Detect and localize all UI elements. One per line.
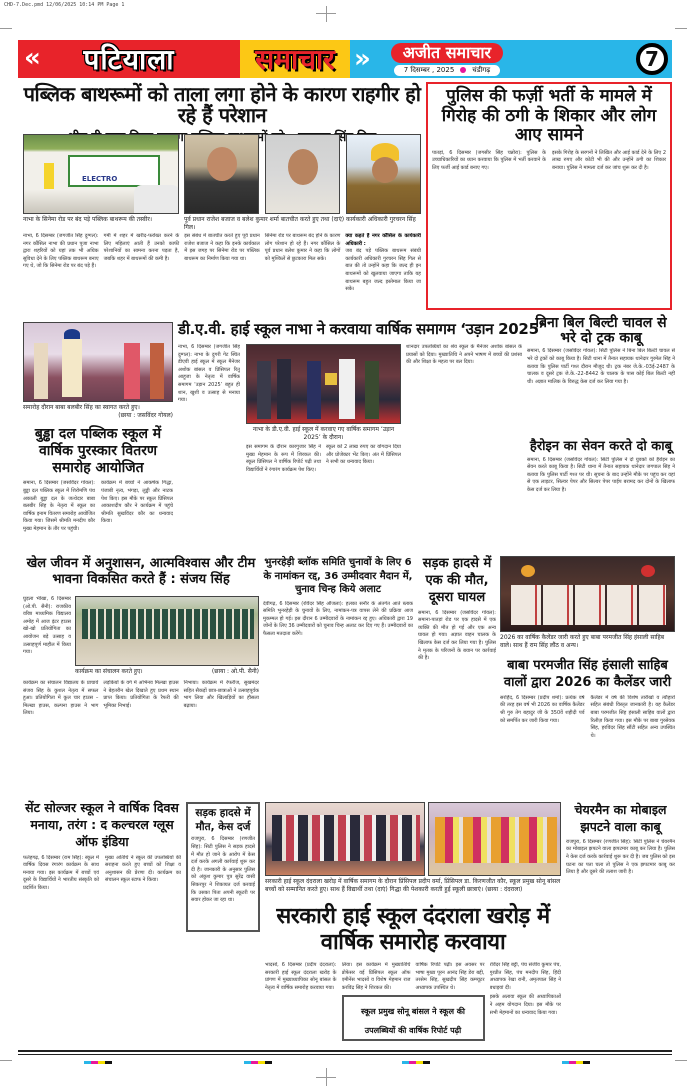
paper-name: अजीत समाचार	[391, 43, 503, 63]
photo-credit: (छाया : जसविंदर गोयल)	[118, 411, 173, 419]
print-slug: CHD-7.Dec.pmd 12/06/2025 10:14 PM Page 1	[4, 2, 125, 8]
photo-giddha-performance	[428, 802, 561, 876]
body-text: नाभा, 6 दिसम्बर (जगजीत सिंह दुग्गल): नाभा के दुगरी गेट स्थित डीएवी हाई स्कूल में स्कूल मैनेजर अशोक बांसल व प्रिंसिपल रितु आहूजा के नेतृत्व में वार्षिक समागम ‘उड़ान 2025’ बहुत ही शान, खुशी व उत्साह से मनाया गया।	[178, 344, 240, 404]
body-text: जब बंद पड़े पब्लिक बाथरूम संबंधी कार्यकारी अधिकारी गुरचरन सिंह गिल से बात की तो उन्होंने कहा कि जल्द ही इन बाथरूमों को खुलवाया जाएगा ताकि यह बाथरूम बहुत जल्द इस्तेमाल किया जा सके।	[345, 248, 421, 293]
subheadline: सिंह	[334, 129, 353, 144]
headline: भुनरहेड़ी ब्लॉक समिति चुनावों के लिए 6 के नामांकन रद्द, 36 उम्मीदवार मैदान में, चुनाव चिन्ह किये अलाट	[263, 557, 413, 595]
pullquote: स्कूल प्रमुख सोनू बांसल ने स्कूल की उपलब्धियों की वार्षिक रिपोर्ट पढ़ी	[361, 1007, 465, 1036]
headline: पब्लिक बाथरूमों को ताला लगा होने के कारण राहगीर हो रहे हैं परेशान	[23, 82, 421, 127]
story-body	[23, 855, 181, 1055]
section-title-part1: पटियाला	[83, 43, 175, 76]
body-text: रविंदर सिंह बट्टी, पंच संजीव कुमार पंच, गुरप्रीत सिंह, पंच मनदीप सिंह, हिंदी अध्यापक रेखा रानी, अमृतपाल सिंह ने बधाइयां दीं।	[489, 962, 561, 991]
story-body	[23, 233, 421, 315]
body-text: इस समागम के दौरान कारगुजार सिंह ने मुख्य मेहमान के रूप में शिरकत की। स्कूल प्रिंसिपल ने वार्षिक रिपोर्ट पढ़ी तथा विद्यार्थियों ने रंगारंग कार्यक्रम पेश किए।	[246, 444, 321, 473]
section-title-part2: समाचार	[255, 43, 335, 76]
body-text: कैलेंडर में वर्ष की विशेष तारीखों व त्यौहारों सहित संबंधी विस्तृत जानकारी है। यह कैलेंडर बाबा परमजीत सिंह हंसाली साहिब वालों द्वारा रिलीज़ किया गया। इस मौके पर बाबा गुरसेवक सिंह, हरविंदर सिंह सौंटी सहित अन्य उपस्थित थे।	[590, 694, 675, 739]
photo-caption: नाभा के डी.ए.वी. हाई स्कूल में करवाए गए वार्षिक समागम ‘उड़ान 2025’ के दौरान।	[252, 426, 395, 441]
body-text: इसके गिरोह के सरगनों ने लिखित और आई कार्ड देने के लिए 2 लाख रुपए और कोटी भी की और उन्होंने ठगी का शिकार बनाया। पुलिस ने मामला दर्ज कर जांच शुरू कर दी है।	[552, 149, 666, 171]
body-text: कार्यक्रम में बच्चों ने आकर्षक गिद्धा, पंजाबी नृत्य, भंगड़ा, लुड्डी और नाटक पेश किए। इस मौके पर स्कूल प्रिंसिपल आकाशदीप कौर ने कार्यक्रम में पहुंचे श्रीमति सुखविंदर कौर का धन्यवाद किया।	[101, 480, 173, 525]
photo-credit: (छाया : ओ.पी. सैनी)	[211, 668, 259, 675]
story-mobile-snatcher	[566, 802, 675, 1039]
masthead-section-blue	[350, 40, 672, 78]
headline: हैरोइन का सेवन करते दो काबू	[529, 439, 673, 454]
color-registration-bar	[402, 1061, 430, 1064]
body-text: शानदार उपलब्धियों का श्रेय स्कूल के मैनेजर अशोक बांसल के प्रयासों को दिया। मुख्यातिथि ने अपने भाषण में बच्चों की प्रशंसा की और शिक्षा के महत्व पर बल दिया।	[406, 344, 522, 366]
story-body	[23, 596, 71, 672]
story-heroin	[527, 440, 675, 541]
crop-mark	[0, 28, 12, 29]
body-text: लिया। इस कार्यक्रम में मुख्यातिथि प्रोफेसर वई प्रिंसिपल स्कूल ऑफ एमीनेंस भादसों व विशेष मेहमान राज करविंद्र सिंह ने शिरकत की।	[341, 962, 411, 991]
masthead-section-yellow	[240, 40, 350, 78]
photo-kho-kho-students	[75, 596, 259, 666]
body-text: राजपुरा, 6 दिसम्बर (रणजीत सिंह): सिटी पुलिस ने सड़क हादसे में मौत हो जाने के आरोप में केस दर्ज करके अगली कार्रवाई शुरू कर दी है। जानकारी के अनुसार पुलिस को अंकुश कुमार पुत्र सुरेंद्र वासी सिकरपुर ने शिकायत दर्ज करवाई कि उसका पिता अपनी स्कूटरी पर सवार होकर जा रहा था।	[191, 836, 255, 904]
issue-city: चंडीगढ़	[472, 65, 491, 74]
body-text: समाना, 6 दिसम्बर (जसविंदर गोयल): बुड्ढा दल पब्लिक स्कूल में शिरोमणि पंथ अकाली बुड्ढा दल के जत्थेदार बाबा बलबीर सिंह के नेतृत्व में स्कूल का वार्षिक इनाम वितरण समारोह आयोजित किया गया। जिसमें श्रीमति मनदीप कौर मुख्य मेहमान के तौर पर पहुंची।	[23, 480, 95, 532]
photo-caption: पूर्व प्रधान राजेश बजाज व बलेश कुमार शर्मा बातचीत करते हुए तथा (दाएं) कार्यकारी अधिकारी गुरचरन सिंह गिल।	[184, 216, 416, 231]
body-text: सिनेमा रोड पर बाथरूम बंद होने के कारण लोग परेशान हो रहे हैं। नगर कौंसिल के पूर्व प्रधान बलेश कुमार ने कहा कि लोगों को मुश्किलें से छुटकारा मिल सके।	[264, 233, 341, 262]
body-text: समाना, 6 दिसम्बर (जसविंदर गोयल): सिटी पुलिस ने बिना बिल बिल्टी चावल से भरे दो ट्रकों को काबू किया है। सिटी थाना में तैनात सहायक थानेदार गुरमेल सिंह ने बताया कि पुलिस पार्टी गश्त दौरान मौजूद थी। ट्रक नंबर जे.के.-03ई-2487 के चालक व दूसरे ट्रक जे.के.-22-8442 के चालक के पास कोई बिल बिल्टी नहीं थी। अज्ञात मालिक के विरुद्ध केस दर्ज कर लिया गया है।	[527, 348, 675, 385]
headline: सेंट सोल्जर स्कूल ने वार्षिक दिवस मनाया, तरंग : द कल्चरल ग्लूस ऑफ इंडिया	[25, 800, 179, 849]
body-column	[490, 962, 562, 1046]
body-text: इस संबंध में बातचीत करते हुए पूर्व प्रधान राजेश बजाज ने कहा कि इनके कार्यकाल में इस जगह पर सिनेमा रोड पर पब्लिक बाथरूम का निर्माण किया गया था।	[184, 233, 260, 262]
color-registration-bar	[562, 1061, 590, 1064]
body-text: देवीगढ़, 6 दिसम्बर (रविंदर सिंह औजला): हलका सनौर के अंतर्गत आते ब्लाक समिति भुनरहेड़ी के चुनावों के लिए, नामांकन-पत्र वापस लेने की प्रक्रिया आज मुकम्मल हो गई। इस दौरान 6 उम्मीदवारों के नामांकन रद्द हुए। अधिकारी द्वारा 19 जोनों के लिए 36 उम्मीदवारों को चुनाव चिन्ह अलाट कर दिए गए हैं। उम्मीदवारों का फैसला मतदाता करेंगे।	[263, 600, 413, 637]
photo-caption: 2026 का वार्षिक कैलेंडर जारी करते हुए बाबा परमजीत सिंह हंसाली साहिब वाले। साथ हैं राम सिंह लौंठ व अन्य।	[500, 634, 665, 649]
headline: बिना बिल बिल्टी चावल से भरे दो ट्रक काबू	[535, 315, 667, 346]
body-text: फतेहगढ़, 6 दिसम्बर (राम सिंह): स्कूल में वार्षिक दिवस रंगारंग कार्यक्रम के साथ मनाया गया। इस कार्यक्रम में बच्चों एवं दूसरे के विद्यार्थियों ने भारतीय संस्कृति को प्रदर्शित किया।	[23, 854, 99, 891]
photo-dav-ceremony	[246, 344, 401, 424]
story-body	[432, 150, 666, 173]
story-road-accident-case	[186, 802, 260, 932]
photo-credit: (छाया : दंदराला)	[485, 885, 523, 893]
body-text: निभाया। कार्यक्रम में रेफरीज, सुखमंदर सहित सैकड़ों छात्र-छात्राओं ने उत्साहपूर्वक भाग लिया और खिलाड़ियों का हौसला बढ़ाया।	[183, 680, 259, 709]
footer-rule	[18, 1054, 672, 1055]
crop-mark	[675, 1060, 687, 1061]
crop-mark	[0, 1060, 12, 1061]
story-body	[500, 695, 675, 785]
body-text: वार्षिक रिपोर्ट पढ़ी। इस अवसर पर भाषा मुख्य पूरन आनंद सिंह डेरा बद्दी, तरसेम सिंह, सुखदीप सिंह कम्प्यूटर अध्यापक उपस्थित थे।	[415, 962, 485, 991]
photo-caption	[75, 668, 259, 676]
story-dav-school	[178, 320, 545, 338]
headline: सड़क हादसे में एक की मौत, दूसरा घायल	[422, 556, 492, 605]
body-text: लड़कियों के वर्ग में अभिनव मिल्खा हाउस ने बेहतरीन खेल दिखाते हुए प्रथम स्थान प्राप्त किया। प्रतियोगिता के रैफरी की भूमिका निभाई।	[103, 680, 179, 709]
caption-text: सरकारी हाई स्कूल दंदराला खरोड़ में वार्षिक समागम के दौरान प्रिंसिपल प्रदीप वर्मा, प्रिंसिपल डा. किरणजीत कौर, स्कूल प्रमुख सोनू बांसल बच्चों को सम्मानित करते हुए। साथ हैं विद्यार्थी तथा (दाएं) गिद्धा की पेशकारी करती हुई स्कूली छात्राएं।	[265, 878, 561, 893]
photo-public-bathroom	[23, 134, 179, 214]
photo-caption: नाभा के सिनेमा रोड पर बंद पड़े पब्लिक बाथरूम की तस्वीर।	[23, 216, 153, 223]
headline: खेल जीवन में अनुशासन, आत्मविश्वास और टीम भावना विकसित करते हैं : संजय सिंह	[26, 556, 256, 587]
paper-nameplate	[391, 43, 503, 76]
caption-text: कार्यक्रम का संचालन करते हुए।	[75, 668, 143, 675]
story-road-accident-death	[418, 556, 496, 760]
body-text: स्कूल को 2 लाख रुपए का योगदान दिया और प्रोजेक्टर भेंट किए। अंत में प्रिंसिपल ने सभी का धन्यवाद किया।	[326, 444, 401, 466]
crop-mark	[326, 6, 327, 22]
photo-rajesh-bajaj	[184, 134, 259, 214]
mural-text: ELECTRO	[82, 175, 118, 183]
issue-date: 7 दिसम्बर , 2025	[403, 65, 455, 74]
story-sports-discipline	[23, 556, 259, 587]
headline: चेयरमैन का मोबाइल झपटने वाला काबू	[574, 802, 667, 834]
headline: सड़क हादसे में मौत, केस दर्ज	[195, 807, 251, 834]
page-number: 7	[636, 43, 668, 75]
body-text: कार्यक्रम का संचालन विद्यालय के प्राचार्य संजय सिंह के कुशल नेतृत्व में सफल हुआ। प्रतियोगिता में कुल चार हाउस – मिल्खा हाउस, कल्पना हाउस ने भाग लिया।	[23, 680, 99, 717]
body-row	[342, 962, 485, 992]
headline: पुलिस की फर्ज़ी भर्ती के मामले में गिरोह की ठगी के शिकार और लोग आए सामने	[441, 86, 657, 146]
crop-mark	[316, 13, 336, 14]
body-text: गर्मी में शहर में खरीद-फरोख्त करने के लिए महिलाएं आती हैं उनको काफी परेशानियों का सामना करना पड़ता है, जबकि शहर में बाथरूमों की कमी है।	[103, 233, 180, 262]
headline: बुड्ढा दल पब्लिक स्कूल में वार्षिक पुरस्कार वितरण समारोह आयोजित	[34, 426, 162, 476]
story-body	[265, 962, 561, 1046]
dateline	[394, 65, 500, 76]
body-text: समाना, 6 दिसम्बर (जसविंदर गोयल): समाना-पातड़ां रोड पर एक हादसे में एक व्यक्ति की मौत हो गई और एक अन्य घायल हो गया। अज्ञात वाहन चालक के खिलाफ केस दर्ज कर लिया गया है। पुलिस ने मृतक के परिजनों के बयान पर कार्रवाई की है।	[418, 609, 496, 662]
story-buddha-dal-school	[23, 426, 173, 564]
double-chevron-right-icon: »	[354, 44, 371, 74]
color-registration-bar	[84, 1061, 112, 1064]
crop-mark	[675, 28, 687, 29]
photo-dav-welcome	[23, 322, 173, 402]
body-text: मुख्य अतिथि ने स्कूल की उपलब्धियों की सराहना करते हुए बच्चों को शिक्षा व अनुशासन की प्रेरणा दी। कार्यक्रम का संचालन स्कूल स्टाफ ने किया।	[105, 854, 181, 884]
headline: बाबा परमजीत सिंह हंसाली साहिब वालों द्वारा 2026 का कैलेंडर जारी	[503, 658, 672, 690]
double-chevron-left-icon: «	[24, 43, 41, 73]
body-column-pair	[342, 962, 485, 1046]
photo-balesh-kumar	[265, 134, 340, 214]
story-calendar-2026	[500, 658, 675, 785]
story-block-samiti-elections	[263, 556, 413, 781]
body-text: पातड़ां, 6 दिसम्बर (जगसीर सिंह चन्नोरा): पुलिस के उच्चाधिकारियों का ध्यान करवाया कि पुलिस में भर्ती करवाने के लिए फर्जी आई कार्ड बनाए गए।	[432, 149, 546, 171]
body-text: सरहिंद, 6 दिसम्बर (प्रदीप शर्मा): प्रत्येक वर्ष की तरह इस वर्ष भी 2026 का वार्षिक कैलेंडर श्री गुरु तेग बहादुर जी के 350वें शहीदी पर्व को समर्पित कर जारी किया गया।	[500, 694, 585, 724]
photo-calendar-release	[500, 556, 675, 632]
body-column	[265, 962, 337, 1046]
body-text: राजपुरा, 6 दिसम्बर (रणजीत सिंह): सिटी पुलिस ने चेयरमैन का मोबाइल झपटने वाला झपटमार काबू कर लिया है। पुलिस ने केस दर्ज करके कार्रवाई शुरू कर दी है। जब पुलिस को इस घटना का पता चला तो पुलिस ने एक झपटमार काबू कर लिया है और दूसरे की तलाश जारी है।	[566, 838, 675, 876]
story-body	[23, 680, 259, 780]
body-text: समाना, 6 दिसम्बर (जसविंदर गोयल): सिटी पुलिस ने दो युवकों को हैरोइन का सेवन करते काबू किया है। सिटी थाना में तैनात सहायक थानेदार जगपाल सिंह ने बताया कि पुलिस पार्टी गश्त पर थी। सूचना के बाद उन्होंने मौके पर पहुंच कर वहां से एक लाइटर, सिल्वर पेपर और सिल्वर पेपर पाईप बरामद कर दोनों के खिलाफ केस दर्ज कर लिया है।	[527, 456, 675, 494]
separator-dot-icon	[460, 67, 466, 73]
photo-caption	[23, 404, 173, 419]
story-body	[406, 344, 522, 476]
story-dandrala-school	[265, 904, 561, 957]
headline: सरकारी हाई स्कूल दंदराला खरोड़ में वार्षिक समारोह करवाया	[276, 904, 550, 956]
masthead-section-red	[18, 40, 240, 78]
story-fake-police-recruitment	[426, 82, 672, 310]
body-text: नाभा, 6 दिसम्बर (जगजीत सिंह दुग्गल): नगर कौंसिल नाभा की प्रधान पूजा नाभा द्वारा शहरियों को यहां तक भी अधिक सुविधा देने के लिए पब्लिक बाथरूम बनाए गए थे, जो कि सिनेमा रोड पर बंद पड़े हैं।	[23, 233, 99, 270]
crop-mark	[316, 1077, 336, 1078]
story-saint-soldier-school	[23, 800, 181, 1055]
pullquote-box	[342, 995, 485, 1041]
headline: डी.ए.वी. हाई स्कूल नाभा ने करवाया वार्षिक समागम ‘उड़ान 2025’	[178, 320, 545, 338]
caption-text: समारोह दौरान बाबा बलबीर सिंह का स्वागत करते हुए।	[23, 404, 140, 411]
story-body	[178, 344, 240, 476]
body-text: इसके अलावा स्कूल की अध्यापिकाओं ने अहम योगदान दिया। इस मौके पर सभी मेहमानों का धन्यवाद किया गया।	[489, 994, 561, 1016]
story-body	[23, 480, 173, 564]
photo-gurcharan-gill	[346, 134, 421, 214]
body-text: घुड़ला भीखा, 6 दिसम्बर (ओ.पी. सैनी): राजकीय वरिष्ठ माध्यमिक विद्यालय अमोह में आज इंटर हाउस खो-खो प्रतियोगिता का आयोजन बड़े उत्साह व उत्साहपूर्ण माहौल में किया गया।	[23, 596, 71, 656]
color-registration-bar	[244, 1061, 272, 1064]
body-text: भादसों, 6 दिसम्बर (प्रदीप दंदराला): सरकारी हाई स्कूल दंदराला खरोड़ के प्रांगण में मुख्याध्यापिका सोनू बांसल के नेतृत्व में वार्षिक समारोह करवाया गया।	[265, 962, 337, 991]
photo-caption	[265, 878, 561, 893]
footer-rule	[18, 1050, 672, 1052]
inline-subhead: क्या कहते हैं नगर कौंसिल के कार्यकारी अधिकारी :	[345, 233, 421, 247]
masthead	[18, 40, 672, 78]
photo-school-felicitation	[265, 802, 425, 876]
story-rice-trucks	[527, 316, 675, 424]
story-body	[246, 444, 401, 478]
